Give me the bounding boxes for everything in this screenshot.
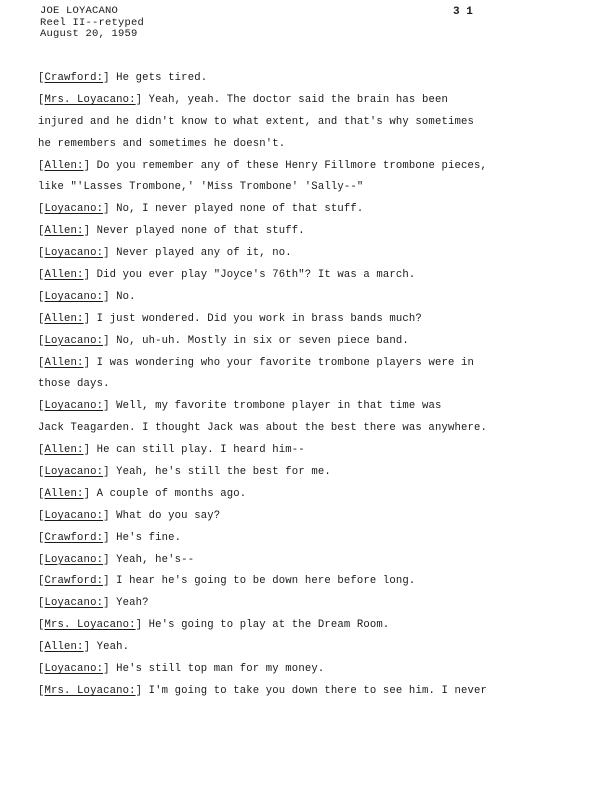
speaker-bracket-close: ]	[83, 356, 97, 369]
speaker-bracket-close: ]	[83, 225, 97, 238]
speaker-bracket-open: [	[38, 684, 45, 697]
utterance-text: No, I never played none of that stuff.	[116, 203, 364, 216]
speaker-bracket-open: [	[38, 400, 45, 413]
speaker-bracket-close: ]	[103, 531, 117, 544]
speaker-bracket-close: ]	[103, 553, 117, 566]
transcript-line	[38, 440, 578, 462]
transcript-line	[38, 265, 578, 287]
speaker-label: Allen:	[44, 641, 84, 654]
speaker-bracket-close: ]	[103, 663, 117, 676]
transcript-line	[38, 506, 578, 528]
transcript-line	[38, 418, 578, 440]
speaker-label: Loyacano:	[44, 663, 104, 676]
speaker-label: Crawford:	[44, 72, 104, 84]
utterance-text: I just wondered. Did you work in brass bands much?	[96, 312, 422, 325]
utterance-text: I'm going to take you down there to see him. I never	[148, 684, 488, 697]
speaker-bracket-open: [	[38, 466, 45, 479]
page-number: 3 1	[453, 6, 473, 18]
speaker-bracket-close: ]	[103, 247, 117, 260]
utterance-text: Did you ever play "Joyce's 76th"? It was a march.	[96, 269, 416, 282]
transcript-line	[38, 156, 578, 178]
speaker-bracket-open: [	[38, 225, 45, 238]
speaker-label: Loyacano:	[44, 334, 104, 347]
speaker-label: Allen:	[44, 356, 84, 369]
utterance-text: Never played any of it, no.	[116, 247, 292, 260]
document-header	[40, 6, 144, 41]
utterance-text: Yeah, yeah. The doctor said the brain has been	[148, 93, 448, 106]
utterance-text: What do you say?	[116, 509, 221, 522]
speaker-label: Loyacano:	[44, 509, 104, 522]
speaker-label: Loyacano:	[44, 203, 104, 216]
speaker-bracket-open: [	[38, 290, 45, 303]
speaker-bracket-open: [	[38, 334, 45, 347]
speaker-bracket-open: [	[38, 597, 45, 610]
speaker-label: Allen:	[44, 312, 84, 325]
transcript-line	[38, 134, 578, 156]
speaker-label: Loyacano:	[44, 553, 104, 566]
interviewee-name: JOE LOYACANO	[40, 5, 119, 17]
transcript-line	[38, 90, 578, 112]
speaker-bracket-close: ]	[83, 487, 97, 500]
transcript-line	[38, 528, 578, 550]
speaker-bracket-open: [	[38, 247, 45, 260]
speaker-label: Crawford:	[44, 531, 104, 544]
speaker-bracket-close: ]	[103, 400, 117, 413]
transcript-line	[38, 681, 578, 703]
speaker-bracket-close: ]	[83, 444, 97, 457]
transcript-line	[38, 637, 578, 659]
speaker-bracket-open: [	[38, 203, 45, 216]
transcript-line	[38, 374, 578, 396]
speaker-bracket-open: [	[38, 663, 45, 676]
utterance-text: he remembers and sometimes he doesn't.	[38, 137, 286, 150]
transcript-line	[38, 243, 578, 265]
utterance-text: No.	[116, 290, 136, 303]
transcript-line	[38, 309, 578, 331]
transcript-body	[38, 68, 578, 703]
speaker-bracket-close: ]	[103, 597, 117, 610]
utterance-text: He's fine.	[116, 531, 182, 544]
speaker-bracket-close: ]	[103, 509, 117, 522]
speaker-bracket-close: ]	[83, 269, 97, 282]
speaker-label: Loyacano:	[44, 466, 104, 479]
transcript-line	[38, 287, 578, 309]
speaker-bracket-open: [	[38, 269, 45, 282]
utterance-text: Do you remember any of these Henry Fillmore trombone pieces,	[96, 159, 488, 172]
utterance-text: Jack Teagarden. I thought Jack was about the best there was anywhere.	[38, 422, 488, 435]
utterance-text: He can still play. I heard him--	[96, 444, 305, 457]
speaker-bracket-open: [	[38, 575, 45, 588]
utterance-text: injured and he didn't know to what extent, and that's why sometimes	[38, 115, 474, 128]
transcript-line	[38, 221, 578, 243]
speaker-bracket-close: ]	[83, 312, 97, 325]
transcript-line	[38, 331, 578, 353]
speaker-label: Mrs. Loyacano:	[44, 684, 136, 697]
speaker-bracket-open: [	[38, 312, 45, 325]
utterance-text: He gets tired.	[116, 72, 208, 84]
transcript-line	[38, 199, 578, 221]
utterance-text: He's going to play at the Dream Room.	[148, 619, 390, 632]
transcript-line	[38, 353, 578, 375]
speaker-label: Allen:	[44, 487, 84, 500]
reel-label: Reel II--retyped	[40, 16, 145, 29]
transcript-line	[38, 396, 578, 418]
speaker-bracket-open: [	[38, 641, 45, 654]
transcript-line	[38, 68, 578, 90]
speaker-bracket-open: [	[38, 531, 45, 544]
speaker-label: Mrs. Loyacano:	[44, 619, 136, 632]
speaker-bracket-close: ]	[103, 290, 117, 303]
transcript-line	[38, 571, 578, 593]
utterance-text: I was wondering who your favorite trombone players were in	[96, 356, 475, 369]
speaker-label: Loyacano:	[44, 290, 104, 303]
speaker-bracket-close: ]	[103, 466, 117, 479]
speaker-bracket-close: ]	[103, 334, 117, 347]
speaker-bracket-close: ]	[135, 684, 149, 697]
speaker-label: Loyacano:	[44, 597, 104, 610]
transcript-line	[38, 484, 578, 506]
transcript-line	[38, 177, 578, 199]
speaker-bracket-close: ]	[135, 619, 149, 632]
speaker-label: Loyacano:	[44, 400, 104, 413]
utterance-text: Yeah.	[96, 641, 130, 654]
utterance-text: He's still top man for my money.	[116, 663, 325, 676]
speaker-bracket-open: [	[38, 619, 45, 632]
transcript-line	[38, 462, 578, 484]
speaker-bracket-close: ]	[135, 93, 149, 106]
transcript-line	[38, 593, 578, 615]
transcript-line	[38, 112, 578, 134]
utterance-text: Never played none of that stuff.	[96, 225, 305, 238]
speaker-label: Allen:	[44, 444, 84, 457]
utterance-text: I hear he's going to be down here before long.	[116, 575, 416, 588]
interview-date: August 20, 1959	[40, 28, 138, 40]
speaker-bracket-open: [	[38, 444, 45, 457]
utterance-text: A couple of months ago.	[96, 487, 247, 500]
transcript-line	[38, 659, 578, 681]
utterance-text: like "'Lasses Trombone,' 'Miss Trombone' 'Sally--"	[38, 181, 364, 194]
speaker-label: Allen:	[44, 269, 84, 282]
speaker-bracket-close: ]	[83, 159, 97, 172]
speaker-bracket-open: [	[38, 553, 45, 566]
speaker-bracket-open: [	[38, 509, 45, 522]
utterance-text: Yeah?	[116, 597, 149, 610]
speaker-label: Allen:	[44, 159, 84, 172]
speaker-bracket-close: ]	[103, 203, 117, 216]
speaker-bracket-close: ]	[103, 575, 117, 588]
speaker-label: Mrs. Loyacano:	[44, 93, 136, 106]
utterance-text: No, uh-uh. Mostly in six or seven piece band.	[116, 334, 409, 347]
utterance-text: Yeah, he's still the best for me.	[116, 466, 331, 479]
speaker-bracket-open: [	[38, 356, 45, 369]
speaker-bracket-open: [	[38, 72, 45, 84]
transcript-line	[38, 550, 578, 572]
utterance-text: Well, my favorite trombone player in that time was	[116, 400, 442, 413]
speaker-bracket-close: ]	[103, 72, 117, 84]
speaker-label: Loyacano:	[44, 247, 104, 260]
speaker-bracket-open: [	[38, 159, 45, 172]
speaker-label: Allen:	[44, 225, 84, 238]
transcript-line	[38, 615, 578, 637]
speaker-bracket-close: ]	[83, 641, 97, 654]
speaker-bracket-open: [	[38, 487, 45, 500]
speaker-label: Crawford:	[44, 575, 104, 588]
utterance-text: those days.	[38, 378, 110, 391]
speaker-bracket-open: [	[38, 93, 45, 106]
utterance-text: Yeah, he's--	[116, 553, 195, 566]
